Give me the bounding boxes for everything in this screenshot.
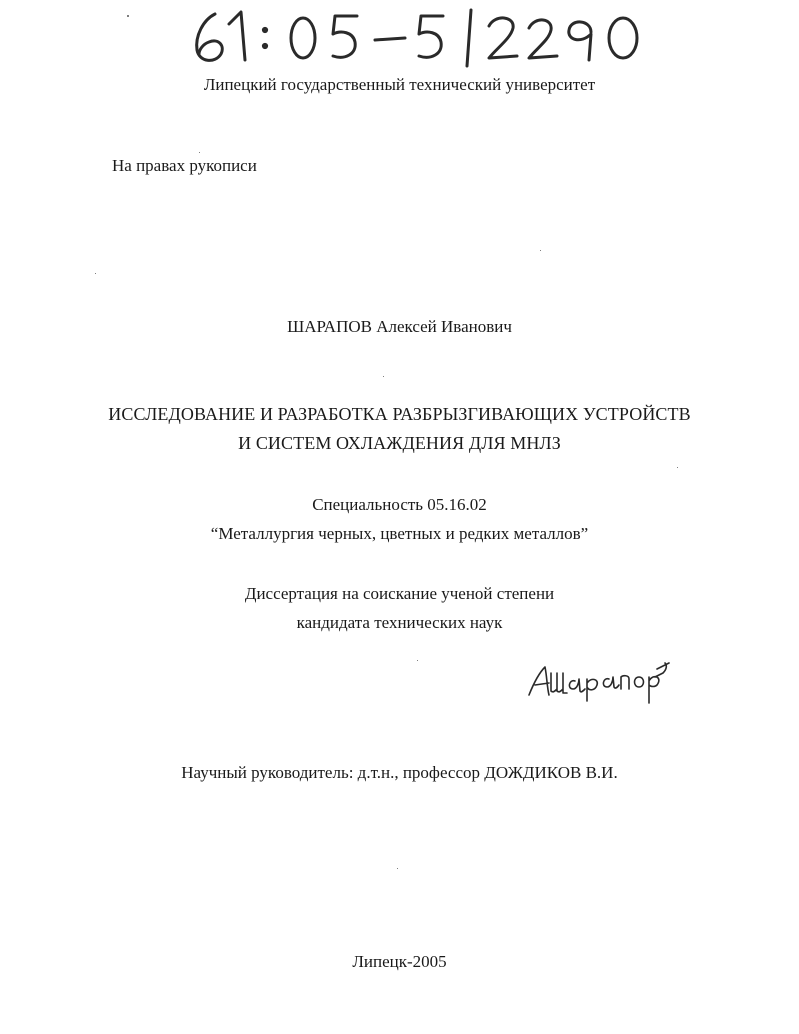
- dissertation-title-line-2: И СИСТЕМ ОХЛАЖДЕНИЯ ДЛЯ МНЛЗ: [238, 433, 561, 453]
- city-year: Липецк-2005: [352, 952, 447, 971]
- university-name: Липецкий государственный технический университет: [203, 75, 596, 94]
- author-signature: [525, 655, 670, 705]
- scan-speck: [417, 660, 418, 661]
- scan-speck: [127, 15, 129, 17]
- archive-number-handwritten: [185, 6, 655, 70]
- scan-speck: [540, 250, 541, 251]
- author-name: ШАРАПОВ Алексей Иванович: [287, 317, 512, 336]
- dissertation-title-line-1: ИССЛЕДОВАНИЕ И РАЗРАБОТКА РАЗБРЫЗГИВАЮЩИХ УСТРОЙСТВ: [108, 404, 691, 424]
- degree-line-2: кандидата технических наук: [296, 613, 503, 632]
- scan-speck: [677, 467, 678, 468]
- degree-line-1: Диссертация на соискание ученой степени: [244, 584, 555, 603]
- specialty-code: Специальность 05.16.02: [312, 495, 487, 514]
- specialty-name: “Металлургия черных, цветных и редких металлов”: [210, 524, 589, 543]
- scientific-supervisor: Научный руководитель: д.т.н., профессор ДОЖДИКОВ В.И.: [181, 763, 618, 782]
- scan-speck: [397, 868, 398, 869]
- scan-speck: [383, 376, 384, 377]
- rights-note: На правах рукописи: [112, 156, 257, 175]
- scan-speck: [95, 273, 96, 274]
- scan-speck: [199, 152, 200, 153]
